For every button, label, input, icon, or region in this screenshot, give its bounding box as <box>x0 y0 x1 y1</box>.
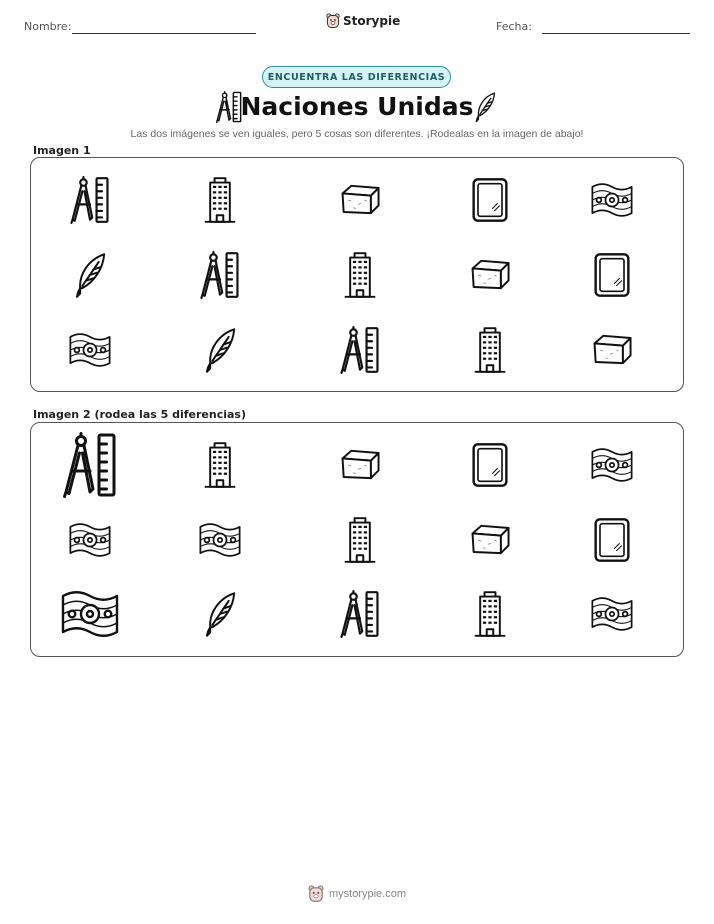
building-icon <box>466 326 514 374</box>
compass-ruler-icon <box>196 251 244 299</box>
tablet-icon <box>466 176 514 224</box>
date-field[interactable] <box>542 33 690 34</box>
name-label: Nombre: <box>24 20 72 33</box>
image1-label: Imagen 1 <box>33 144 91 157</box>
flag-icon[interactable] <box>57 581 123 647</box>
block-icon[interactable] <box>466 516 514 564</box>
brand-logo <box>326 13 400 29</box>
block-icon[interactable] <box>336 441 384 489</box>
tablet-icon[interactable] <box>466 441 514 489</box>
instructions: Las dos imágenes se ven iguales, pero 5 cosas son diferentes. ¡Rodealas en la imagen de abajo! <box>130 128 584 140</box>
flag-icon[interactable] <box>196 516 244 564</box>
flag-icon[interactable] <box>588 441 636 489</box>
block-icon <box>336 176 384 224</box>
flag-icon[interactable] <box>588 590 636 638</box>
block-icon <box>588 326 636 374</box>
compass-ruler-icon <box>336 326 384 374</box>
flag-icon[interactable] <box>66 516 114 564</box>
flag-icon <box>588 176 636 224</box>
tablet-icon[interactable] <box>588 516 636 564</box>
building-icon[interactable] <box>196 441 244 489</box>
flag-icon <box>66 326 114 374</box>
footer <box>308 885 406 903</box>
compass-ruler-icon <box>214 91 244 123</box>
quill-icon <box>196 326 244 374</box>
building-icon <box>196 176 244 224</box>
quill-icon[interactable] <box>196 590 244 638</box>
image2-label: Imagen 2 (rodea las 5 diferencias) <box>33 408 247 421</box>
page-title: Naciones Unidas <box>240 92 474 121</box>
bear-logo-icon <box>326 13 340 29</box>
quill-icon <box>470 91 500 123</box>
compass-ruler-icon[interactable] <box>336 590 384 638</box>
name-field[interactable] <box>72 33 256 34</box>
tablet-icon <box>588 251 636 299</box>
block-icon <box>466 251 514 299</box>
building-icon[interactable] <box>336 516 384 564</box>
bear-logo-icon <box>308 885 324 903</box>
quill-icon <box>66 251 114 299</box>
compass-ruler-icon <box>66 176 114 224</box>
building-icon <box>336 251 384 299</box>
activity-badge: ENCUENTRA LAS DIFERENCIAS <box>262 66 451 88</box>
date-label: Fecha: <box>496 20 532 33</box>
brand-name: Storypie <box>343 14 401 28</box>
footer-url: mystorypie.com <box>329 888 407 900</box>
building-icon[interactable] <box>466 590 514 638</box>
compass-ruler-icon[interactable] <box>57 432 123 498</box>
